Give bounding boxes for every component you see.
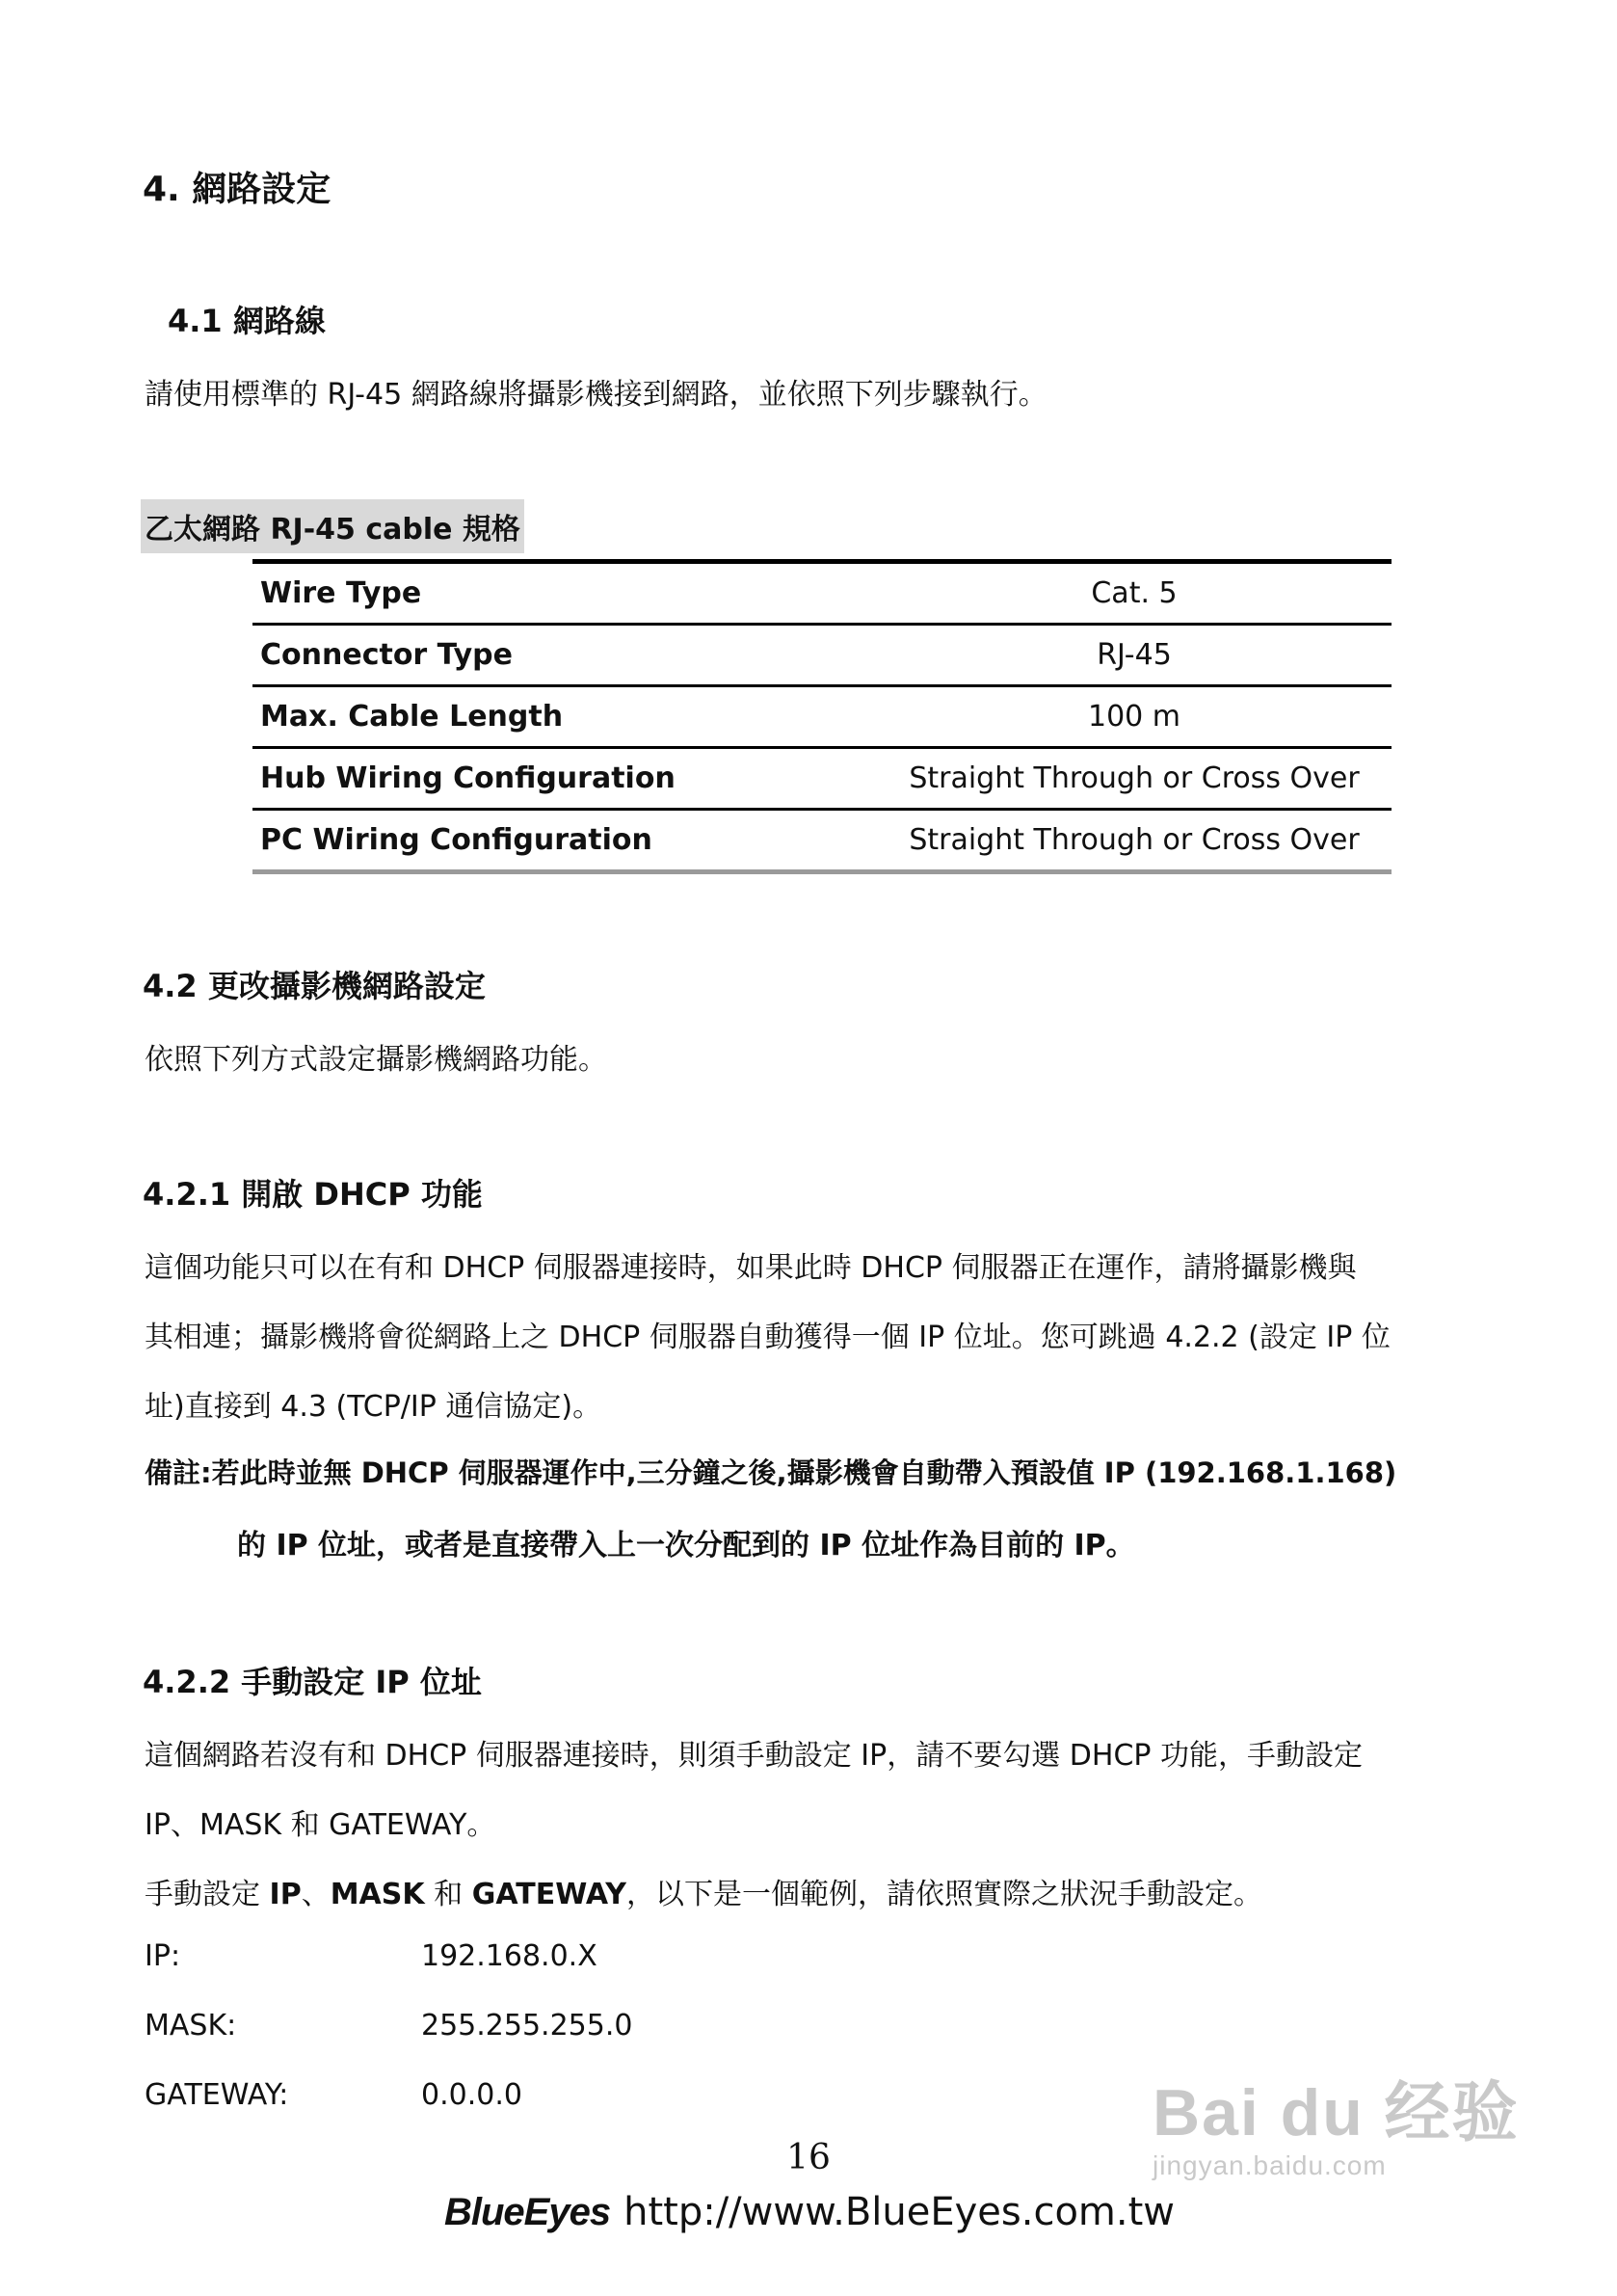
paragraph-line: 址)直接到 4.3 (TCP/IP 通信協定)。 (145, 1390, 602, 1424)
paragraph-4-1-intro: 請使用標準的 RJ-45 網路線將攝影機接到網路，並依照下列步驟執行。 (145, 378, 1047, 412)
watermark-text: Bai du 经验 (1153, 2076, 1520, 2149)
text-span: 手動設定 (145, 1878, 270, 1911)
watermark-logo (1153, 2061, 1540, 2154)
spec-key: PC Wiring Configuration (260, 823, 652, 857)
brand-logo: BlueEyes (444, 2191, 611, 2233)
text-span: 、 (301, 1878, 331, 1911)
spec-value: Straight Through or Cross Over (909, 823, 1360, 857)
paragraph-line (145, 1870, 1262, 1912)
spec-key: Wire Type (252, 562, 877, 625)
paragraph-4-2-intro: 依照下列方式設定攝影機網路功能。 (145, 1043, 607, 1077)
footer (444, 2190, 1175, 2234)
subsection-title-4-2-2: 4.2.2 手動設定 IP 位址 (143, 1664, 482, 1700)
text-span: MASK (330, 1878, 425, 1911)
note-line: 的 IP 位址，或者是直接帶入上一次分配到的 IP 位址作為目前的 IP。 (237, 1529, 1135, 1562)
table-row (252, 625, 1392, 686)
example-key: MASK: (145, 2009, 237, 2042)
text-span: ，以下是一個範例，請依照實際之狀況手動設定。 (626, 1878, 1263, 1911)
spec-key: Hub Wiring Configuration (252, 748, 877, 810)
spec-key: Connector Type (252, 625, 877, 686)
watermark-url: jingyan.baidu.com (1153, 2150, 1387, 2180)
note-line: 備註:若此時並無 DHCP 伺服器運作中,三分鐘之後,攝影機會自動帶入預設值 IP (192.168.1.168) (145, 1456, 1397, 1489)
table-row (252, 748, 1392, 810)
example-key: IP: (145, 1939, 181, 1973)
section-title: 4. 網路設定 (143, 170, 331, 209)
spec-key: Max. Cable Length (252, 686, 877, 748)
table-row (252, 686, 1392, 748)
table-row (252, 562, 1392, 625)
footer-url[interactable]: http://www.BlueEyes.com.tw (623, 2190, 1176, 2234)
paragraph-line: 其相連；攝影機將會從網路上之 DHCP 伺服器自動獲得一個 IP 位址。您可跳過 4.2.2 (設定 IP 位 (145, 1321, 1391, 1354)
page-number: 16 (786, 2138, 831, 2177)
subsection-title-4-2-1: 4.2.1 開啟 DHCP 功能 (143, 1176, 483, 1213)
spec-value: Cat. 5 (877, 562, 1392, 625)
spec-value: 100 m (877, 686, 1392, 748)
subsection-title-4-1: 4.1 網路線 (168, 303, 326, 339)
text-span: IP (269, 1878, 302, 1911)
example-value: 0.0.0.0 (421, 2078, 522, 2112)
paragraph-line: 這個功能只可以在有和 DHCP 伺服器連接時，如果此時 DHCP 伺服器正在運作，請將攝影機與 (145, 1251, 1357, 1285)
spec-table (252, 559, 1392, 874)
text-span: 和 (424, 1878, 472, 1911)
paragraph-line: IP、MASK 和 GATEWAY。 (145, 1808, 496, 1842)
example-value: 192.168.0.X (421, 1939, 597, 1973)
table-row (252, 810, 1392, 872)
spec-value: RJ-45 (877, 625, 1392, 686)
watermark (1153, 2061, 1540, 2181)
example-key: GATEWAY: (145, 2078, 289, 2112)
spec-value: Straight Through or Cross Over (877, 748, 1392, 810)
text-span: GATEWAY (471, 1878, 627, 1911)
subsection-title-4-2: 4.2 更改攝影機網路設定 (143, 968, 486, 1004)
paragraph-line: 這個網路若沒有和 DHCP 伺服器連接時，則須手動設定 IP，請不要勾選 DHCP 功能，手動設定 (145, 1739, 1364, 1773)
example-value: 255.255.255.0 (421, 2009, 633, 2042)
spec-table-caption: 乙太網路 RJ-45 cable 規格 (141, 499, 524, 553)
